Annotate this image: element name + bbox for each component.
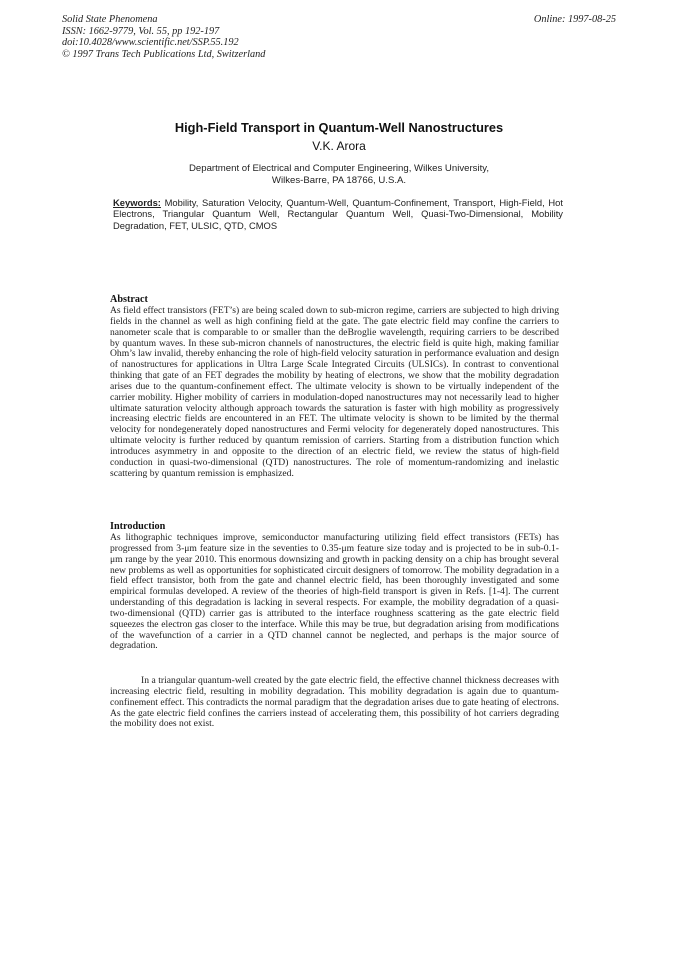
affiliation-line-1: Department of Electrical and Computer Engineering, Wilkes University, xyxy=(188,163,489,174)
introduction-paragraph-1: As lithographic techniques improve, semiconductor manufacturing utilizing field effect transistors (FETs) has progressed from 3-μm feature size in the seventies to 0.35-μm feature size today and is projected to be in sub-0.1-μm range by the year 2010. This enormous downsizing and growth in packing density on a chip has brought several new problems as well as opportunities for sophisticated circuit designers of tomorrow. The mobility degradation in a field effect transistor, both from the gate and channel electric field, has been thoroughly investigated and some empirical formulas developed. A review of the theories of high-field transport is given in Refs. [1-4]. The current understanding of this degradation is lacking in several respects. For example, the mobility degradation of a quasi-two-dimensional (QTD) carrier gas is attributed to the interface roughness scattering as the gate electric field squeezes the electron gas closer to the interface. While this may be true, but degradation arising from modifications of the wavefunction of a carrier in a QTD channel cannot be neglected, and perhaps is the major source of degradation. xyxy=(110,532,559,652)
keywords-label: Keywords: xyxy=(113,197,161,208)
introduction-heading: Introduction xyxy=(110,521,166,532)
citation-block xyxy=(62,14,382,60)
introduction-paragraph-2: In a triangular quantum-well created by the gate electric field, the effective channel thickness decreases with increasing electric field, resulting in mobility degradation. This mobility degradation is again due to quantum-confinement effect. This contradicts the normal paradigm that the degradation arises due to gate heating of electrons. As the gate electric field confines the carriers instead of accelerating them, this possibility of hot carriers degrading the mobility does not exist. xyxy=(110,675,559,730)
keywords-list: Mobility, Saturation Velocity, Quantum-Well, Quantum-Confinement, Transport, High-Field, Hot Electrons, Triangular Quantum Well, Rectangular Quantum Well, Quasi-Two-Dimensional, Mobility Degradation, FET, ULSIC, QTD, CMOS xyxy=(113,197,563,231)
affiliation xyxy=(0,163,678,187)
keywords-block xyxy=(113,197,563,231)
abstract-text: As field effect transistors (FET’s) are being scaled down to sub-micron regime, carriers are subjected to high driving fields in the channel as well as high confining field at the gate. The gate electric field may confine the carriers to nanometer scale that is comparable to or smaller than the deBroglie wavelength, requiring carriers to be described by quantum waves. In these sub-micron channels of nanostructures, the electric field is quite high, making familiar Ohm’s law invalid, thereby enhancing the role of high-field velocity saturation in performance evaluation and design of nanostructures for applications in Ultra Large Scale Integrated Circuits (ULSICs). In contrast to conventional thinking that gate of an FET degrades the mobility by heating of electrons, we show that the mobility degradation arises due to the quantum-confinement effect. The ultimate velocity is shown to be virtually independent of the carrier mobility. Higher mobility of carriers in modulation-doped nanostructures may not necessarily lead to higher ultimate saturation velocity although approach towards the saturation is faster with high mobility as progressively increasing electric fields are encountered in an FET. The ultimate velocity is shown to be limited by the thermal velocity for nondegenerately doped nanostructures and Fermi velocity for degenerately doped nanostructures. This ultimate velocity is further reduced by quantum remission of carriers. Starting from a distribution function which introduces asymmetry in and opposite to the direction of an electric field, we review the status of high-field conduction in quasi-two-dimensional (QTD) nanostructures. The role of momentum-randomizing and inelastic scattering by quantum remission is emphasized. xyxy=(110,305,559,479)
journal-name: Solid State Phenomena xyxy=(62,14,158,25)
author-name: V.K. Arora xyxy=(312,139,366,153)
online-date: Online: 1997-08-25 xyxy=(533,14,616,25)
copyright-line: © 1997 Trans Tech Publications Ltd, Switzerland xyxy=(62,48,266,60)
abstract-heading: Abstract xyxy=(110,294,148,305)
paper-title: High-Field Transport in Quantum-Well Nanostructures xyxy=(174,120,504,135)
issn-line: ISSN: 1662-9779, Vol. 55, pp 192-197 xyxy=(62,25,220,37)
affiliation-line-2: Wilkes-Barre, PA 18766, U.S.A. xyxy=(271,175,407,186)
doi-link[interactable]: doi:10.4028/www.scientific.net/SSP.55.192 xyxy=(62,37,239,49)
